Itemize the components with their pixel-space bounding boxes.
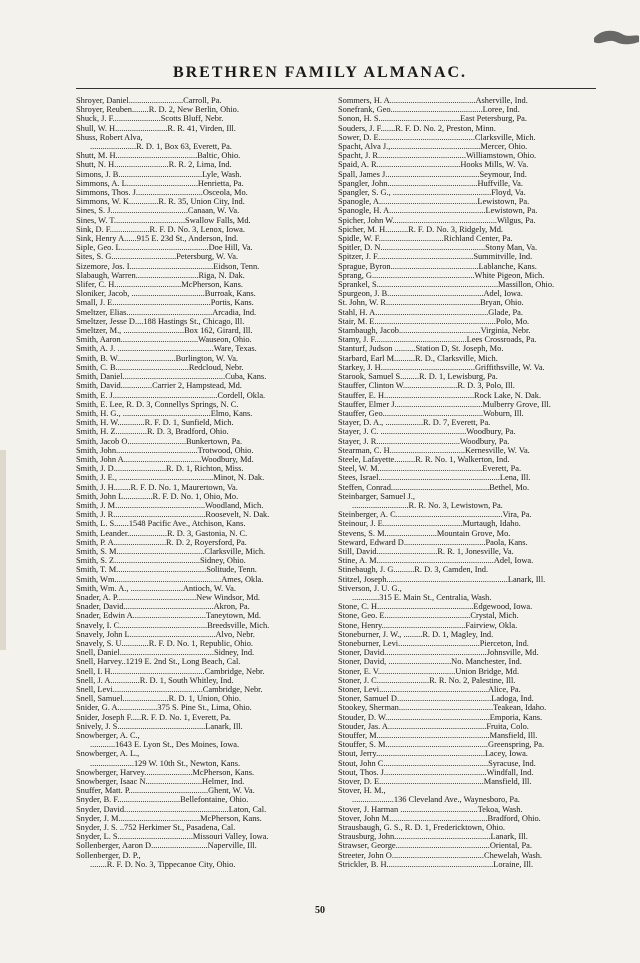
directory-entry: Stoneburner, Levi.......................................Pierceton, Ind. [338,638,529,648]
directory-entry: Stouder, Jas. A...............................................Fruita, Colo. [338,721,529,731]
directory-entry: Stamy, J. F............................................Lees Crossroads, Pa. [338,335,537,345]
directory-entry: Stoner, David.................................................Johnsville, Md. [338,648,539,658]
directory-entry: Snively, J. S..........................................Lanark, Ill. [76,721,243,731]
directory-entry: Snavely, I. C..........................................Breedsville, Mich. [76,620,270,630]
directory-entry: Shuck, J. F.......................Scotts Bluff, Nebr. [76,114,224,124]
directory-entry: Snyder, J. S. ..752 Herkimer St., Pasadena, Cal. [76,823,236,833]
directory-entry: Snider, Joseph F.....R. F. D. No. 1, Everett, Pa. [76,712,231,722]
directory-entry: Spangler, John...........................................Huffville, Va. [338,178,523,188]
directory-entry: Snavely, John L.........................................Alvo, Nebr. [76,629,255,639]
directory-entry: Small, J. E...............................................Portis, Kans. [76,298,254,308]
directory-entry: Smith, J. D.........................R. D. 1, Richton, Miss. [76,464,244,474]
directory-entry: Strickler, B. H...................................................Loraine, Ill. [338,859,534,869]
directory-entry: Smith, E. J..................................................Cordell, Okla. [76,390,266,400]
directory-entry: Smeltzer, Jesse D....188 Hastings St., Chicago, Ill. [76,316,245,326]
directory-entry: Steinberger, A. C...................................................Vira, Pa. [338,510,532,520]
directory-entry: Steele, Lafayette..........R. R. No. 1, Walkerton, Ind. [338,454,510,464]
directory-entry: Slifer, C. H................................McPherson, Kans. [76,280,243,290]
directory-entry: Smith, David...............Carrier 2, Hampstead, Md. [76,381,242,391]
directory-entry: Steinbarger, Samuel J., [338,491,415,501]
directory-entry: Stauffer, Geo................................................Woburn, Ill. [338,408,524,418]
directory-entry: Spitler, D. N..................................................Stony Man, Va. [338,243,538,253]
directory-entry: ........R. F. D. No. 3, Tippecanoe City, Ohio. [90,859,236,869]
directory-entry: Smith, B. W............................Burlington, W. Va. [76,353,239,363]
directory-entry: Smith, E. Lee, R. D. 3, Connellys Springs, N. C. [76,399,239,409]
directory-entry: Stoner, Samuel D.............................................Ladoga, Ind. [338,694,534,704]
directory-entry: Stauffer, E. H...........................................Rock Lake, N. Dak. [338,390,542,400]
directory-entry: Stambaugh, Jacob.......................................Virginia, Nebr. [338,326,531,336]
directory-entry: Simmons, Thos. J................................Osceola, Mo. [76,188,248,198]
directory-entry: Spanogle, H. A..............................................Lewistown, Pa. [338,206,538,216]
directory-entry: Spacht, Alva J.,...........................................Mercer, Ohio. [338,142,528,152]
directory-entry: Sower, D. E..............................................Clarksville, Mich. [338,132,536,142]
directory-entry: Snell, Harvey..1219 E. 2nd St., Long Beach, Cal. [76,657,241,667]
directory-entry: Stitzel, Joseph..........................................................Lanark, Ill. [338,574,546,584]
directory-entry: Stoner, David, ..............................No. Manchester, Ind. [338,657,522,667]
directory-entry: Siple, Geo. L..........................................Doe Hill, Va. [76,243,253,253]
directory-entry: Sonon, H. S.......................................East Petersburg, Pa. [338,114,527,124]
directory-entry: Stover, H. M., [338,786,386,796]
directory-entry: Snell, Levi...........................................Cambridge, Nebr. [76,685,263,694]
directory-entry: Stayer, D. A., ..................R. D. 7, Everett, Pa. [338,418,491,428]
directory-entry: Snader, David...........................................Akron, Pa. [76,602,250,612]
right-column [338,96,596,869]
directory-entry: Stiverson, J. U. G., [338,583,402,593]
directory-entry: Stinebaugh, J. G..........R. D. 3, Camden, Ind. [338,565,489,575]
directory-entry: Smith, Wm. A., .........................Antioch, W. Va. [76,583,236,593]
directory-entry: ...........................R. R. No. 3, Lewistown, Pa. [352,500,503,510]
directory-entry: Smith, J. M...........................................Woodland, Mich. [76,500,264,510]
directory-entry: Snell, Samuel......................R. D. 1, Union, Ohio. [76,694,241,704]
directory-entry: Spangler, S. G., ...............................................Floyd, Va. [338,188,526,198]
directory-entry: Stout, Jerry....................................................Lacey, Iowa. [338,749,528,759]
directory-entry: Snowberger, A. C., [76,731,140,741]
directory-entry: Smith, S. M..........................................Clarksville, Mich. [76,546,266,556]
directory-entry: Stover, D. E..................................................Mansfield, Ill. [338,777,532,787]
directory-entry: Smith, Wm...................................................Ames, Okla. [76,574,264,584]
directory-entry: Snader, A. P......................................New Windsor, Md. [76,592,261,602]
directory-entry: Slabaugh, Warren..............................Riga, N. Dak. [76,270,245,280]
directory-entry: Smith, H. G., ..........................................Elmo, Kans. [76,408,253,418]
directory-entry: Smith, L. S.......1548 Pacific Ave., Atchison, Kans. [76,519,246,529]
directory-entry: Steffen, Conrad...............................................Bethel, Mo. [338,482,530,492]
directory-entry: Simmons, A. L..................................Henrietta, Pa. [76,178,244,188]
directory-entry: Snavely, S. U.............R. F. D. No. 1, Republic, Ohio. [76,638,253,648]
directory-entry: Snell, J. A..............R. D. 1, South Whitley, Ind. [76,675,234,685]
directory-entry: Stouder, D. W..................................................Emporia, Kans. [338,712,543,722]
directory-entry: Sprankel, S..........................................................Massillon, Ohio. [338,280,555,290]
directory-entry: Stauffer, Elmer J..........................................Mulberry Grove, Ill. [338,399,551,409]
directory-entry: Snowberger, Isaac N...........................Helmer, Ind. [76,777,245,787]
directory-entry: Stover, John M...............................................Bradford, Ohio. [338,813,541,823]
directory-entry: Snider, G. A...................375 S. Pine St., Lima, Ohio. [76,703,252,713]
directory-entry: Shutt, M. H.......................................Baltic, Ohio. [76,151,241,161]
directory-entry: Stoner, E. V.....................................Union Bridge, Md. [338,666,520,676]
directory-entry: Snyder, J. M.......................................McPherson, Kans. [76,813,262,823]
directory-entry: Spicher, M. H...........R. F. D. No. 3, Ridgely, Md. [338,224,504,234]
header-rule [76,88,596,89]
directory-entry: Shuss, Robert Alva, [76,132,143,142]
directory-entry: Smith, Jacob O............................Bunkertown, Pa. [76,436,243,446]
left-margin-stain [0,450,10,650]
directory-entry: Sites, S. G...............................Petersburg, W. Va. [76,252,239,262]
directory-entry: ....................136 Cleveland Ave., Waynesboro, Pa. [352,795,520,805]
directory-entry: Stoner, Levi....................................................Alice, Pa. [338,685,521,694]
directory-entry: Stayer, J. R........................................Woodbury, Pa. [338,436,510,446]
directory-entry: ......................R. D. 1, Box 63, Everett, Pa. [90,142,232,152]
directory-entry: Strausbaugh, G. S., R. D. 1, Fredericktown, Ohio. [338,823,506,833]
directory-entry: Shutt, N. H..........................R. R. 2, Lima, Ind. [76,160,232,170]
directory-entry: Stone, Henry........................................Fairview, Okla. [338,620,518,630]
directory-entry: Stoner, J. C.........................R. R. No. 2, Palestine, Ill. [338,675,516,685]
directory-entry: Stine, A. M........................................................Adel, Iowa. [338,556,534,566]
directory-entry: Snowberger, A. L., [76,749,140,759]
directory-entry: Snyder, L. S....................................Missouri Valley, Iowa. [76,832,269,842]
directory-entry: Snuffer, Matt. P......................................Ghent, W. Va. [76,786,255,796]
directory-entry: Sonefrank, Geo............................................Loree, Ind. [338,105,520,115]
directory-entry: Sprang, G.................................................White Pigeon, Mich. [338,270,545,280]
directory-entry: Stearman, C. H....................................Kernesville, W. Va. [338,445,530,455]
directory-entry: Spidle, W. F...............................Richland Center, Pa. [338,234,513,244]
directory-entry: Spitzer, J. F..............................................Summitville, Ind. [338,252,533,262]
directory-entry: Smith, P. A.........................R. D. 2, Royersford, Pa. [76,537,247,547]
directory-entry: Smith, Daniel.................................................Cuba, Kans. [76,372,267,382]
directory-entry: Stevens, S. M.........................Mountain Grove, Mo. [338,528,511,538]
directory-entry: Stees, Israel..........................................................Lena, Ill. [338,473,531,483]
directory-entry: Stookey, Sherman.............................................Teakean, Idaho. [338,703,547,713]
directory-entry: Stout, John C..................................................Syracuse, Ind. [338,758,536,768]
directory-entry: Spurgeon, J. B..............................................Adel, Iowa. [338,289,523,299]
directory-entry: Shroyer, Daniel..........................Carroll, Pa. [76,96,222,105]
directory-entry: Shroyer, Reuben........R. D. 2, New Berlin, Ohio. [76,105,239,115]
left-column [76,96,334,869]
directory-entry: Smith, Aaron.....................................Wauseon, Ohio. [76,335,252,345]
directory-entry: Sines, W. T..................................Swallow Falls, Md. [76,215,251,225]
directory-entry: Steward, Edward D.......................................Paola, Kans. [338,537,528,547]
page-corner-smudge [592,24,640,50]
directory-entry: Stauffer, Clinton W..........................R. D. 3, Polo, Ill. [338,381,515,391]
directory-entry: Stayer, J. C. .........................................Woodbury, Pa. [338,427,516,437]
directory-entry: Stouffer, S. M.................................................Greenspring, Pa. [338,740,545,750]
directory-entry: Stanturf, Judson ..........Station D, St. Joseph, Mo. [338,344,504,354]
directory-entry: Smith, J. E., .............................................Minot, N. Dak. [76,473,265,483]
directory-entry: Souders, J. F.......R. F. D. No. 2, Preston, Minn. [338,123,496,133]
directory-entry: Smith, A. J. ..............................................Ware, Texas. [76,344,257,354]
directory-entry: Stout, Thos. J.................................................Windfall, Ind. [338,767,534,777]
directory-entry: Spanogle, A...............................................Lewistown, Pa. [338,197,530,207]
directory-entry: Sollenberger, D. P., [76,850,141,860]
directory-entry: Stover, J. Harman .....................................Tekoa, Wash. [338,804,523,814]
directory-entry: Stoneburner, J. W., .........R. D. 1, Magley, Ind. [338,629,494,639]
directory-entry: Sines, S. J.....................................Canaan, W. Va. [76,206,240,216]
page-header: BRETHREN FAMILY ALMANAC. [172,64,468,81]
directory-entry: Sollenberger, Aaron D...........................Naperville, Ill. [76,841,257,851]
directory-entry: Streeter, John O............................................Chewelah, Wash. [338,850,542,860]
directory-entry: Steel, W. M..................................................Everett, Pa. [338,464,522,474]
directory-entry: Starook, Samuel S.........R. D. 1, Lewisburg, Pa. [338,372,498,382]
directory-entry: Smeltzer, M., .............................Box 162, Girard, Ill. [76,326,253,336]
directory-entry: Smith, Leander...................R. D. 3, Gastonia, N. C. [76,528,248,538]
directory-entry: .............315 E. Main St., Centralia, Wash. [352,592,492,602]
directory-entry: Smith, J. R............................................Roosevelt, N. Dak. [76,510,270,520]
directory-entry: Strawser, George.............................................Oriental, Pa. [338,841,532,851]
directory-entry: Sprague, Byron..........................................Lablanche, Kans. [338,261,537,271]
directory-entry: Smith, John L..............R. F. D. No. 1, Ohio, Mo. [76,491,239,501]
directory-entry: Starkey, J. H.............................................Griffithsville, W. Va. [338,362,545,372]
directory-entry: Spacht, J. R..........................................Williamstown, Ohio. [338,151,537,161]
directory-entry: Smith, C. B...................................Redcloud, Nebr. [76,362,244,372]
directory-entry: Smith, H. Z...............R. D. 3, Bradford, Ohio. [76,427,229,437]
directory-entry: Simons, J. B........................................Lyle, Wash. [76,169,242,179]
directory-entry: Spicher, John W..................................................Wilgus, Pa. [338,215,536,225]
directory-entry: Stone, Geo. E.........................................Crystal, Mich. [338,611,519,621]
directory-entry: Stair, M. E..........................................................Polo, Mo. [338,316,530,326]
directory-entry: Stahl, H. A......................................................Glade, Pa. [338,307,523,317]
directory-entry: ............1643 E. Lyon St., Des Moines, Iowa. [90,740,240,750]
directory-entry: .....................129 W. 10th St., Newton, Kans. [90,758,241,768]
directory-entry: Snell, Daniel.............................................Sidney, Ind. [76,648,255,658]
directory-entry: Snyder, B. F..............................Bellefontaine, Ohio. [76,795,249,805]
directory-entry: Snowberger, Harvey.......................McPherson, Kans. [76,767,255,777]
directory-entry: Smith, H. W.............R. F. D. 1, Sunfield, Mich. [76,418,234,428]
directory-entry: Smith, J. H........R. F. D. No. 1, Maurertown, Va. [76,482,238,492]
directory-entry: Smith, S. Z.........................................Sidney, Ohio. [76,556,246,566]
directory-entry: Snyder, David..................................................Laton, Cal. [76,804,267,814]
directory-entry: Shull, W. H.........................R. R. 41, Virden, Ill. [76,123,236,133]
directory-entry: Steinour, J. E......................................Murtaugh, Idaho. [338,519,521,529]
directory-entry: Smeltzer, Elias.........................................Arcadia, Ind. [76,307,257,317]
directory-entry: Starbard, Earl M..........R. D., Clarksville, Mich. [338,353,498,363]
directory-entry: Snell, I. H.............................................Cambridge, Nebr. [76,666,265,676]
directory-entry: Spall, James J.............................................Seymour, Ind. [338,169,527,179]
directory-entry: Smith, T. M...........................................Solitude, Tenn. [76,565,257,575]
directory-entry: Sizemore, Jos. I........................................Eidson, Tenn. [76,261,260,271]
directory-entry: St. John, W. R.............................................Bryan, Ohio. [338,298,524,308]
directory-entry: Strausburg, John..............................................Lanark, Ill. [338,832,528,842]
directory-entry: Smith, John A.....................................Woodbury, Md. [76,454,254,464]
directory-entry: Stouffer, M......................................................Mansfield, Ill. [338,731,538,741]
directory-entry: Stone, C. H..............................................Edgewood, Iowa. [338,602,533,612]
directory-entry: Still, David.............................R. R. 1, Jonesville, Va. [338,546,514,556]
directory-entry: Spaid, A. R........................................Hooks Mills, W. Va. [338,160,529,170]
directory-entry: Simmons, W. K..............R. R. 35, Union City, Ind. [76,197,245,207]
directory-entry: Sink, Henry A......915 E. 23d St., Anderson, Ind. [76,234,239,244]
directory-entry: Snader, Edwin A...................................Taneytown, Md. [76,611,261,621]
page-number: 50 [315,905,325,916]
directory-entry: Smith, John.......................................Trotwood, Ohio. [76,445,254,455]
directory-entry: Sloniker, Jacob, ...................................Burroak, Kans. [76,289,256,299]
directory-entry: Sink, D. F...................R. F. D. No. 3, Lenox, Iowa. [76,224,245,234]
directory-entry: Sommers, H. A.........................................Asherville, Ind. [338,96,528,105]
